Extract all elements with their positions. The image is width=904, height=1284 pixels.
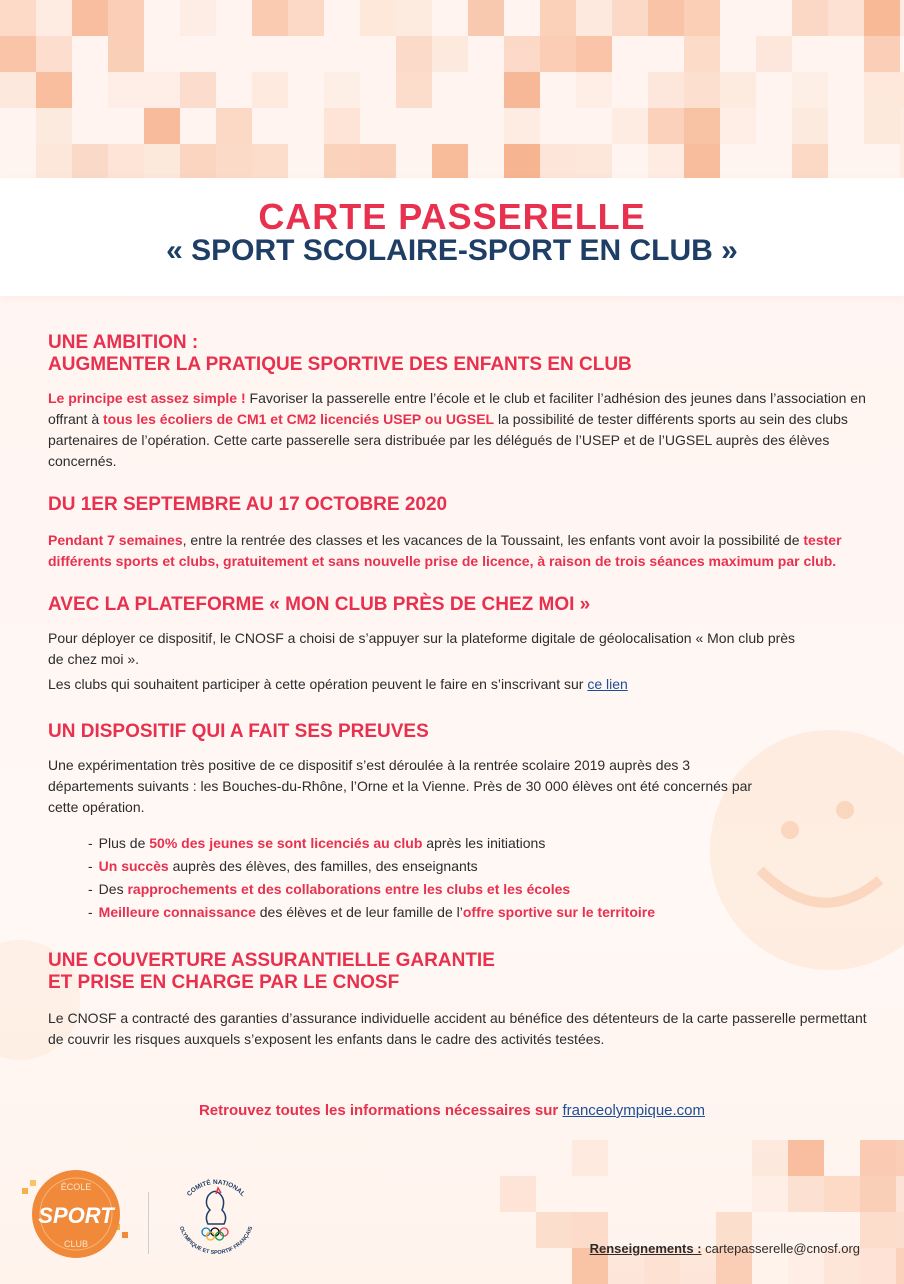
- mosaic-tile: [756, 36, 792, 72]
- mosaic-tile: [576, 0, 612, 36]
- mosaic-tile: [900, 0, 904, 36]
- mosaic-tile: [896, 1212, 904, 1248]
- ambition-paragraph: [48, 388, 868, 472]
- mosaic-tile: [144, 108, 180, 144]
- mosaic-tile: [504, 36, 540, 72]
- mosaic-tile: [72, 0, 108, 36]
- mosaic-tile: [72, 144, 108, 180]
- mosaic-tile: [288, 0, 324, 36]
- ambition-text-1: Favoriser la passerelle entre l’école et le club et faciliter l’adhésion des jeunes dans l’association en offrant à: [48, 390, 866, 427]
- mosaic-tile: [896, 1176, 904, 1212]
- contact-email[interactable]: cartepasserelle@cnosf.org: [701, 1241, 860, 1256]
- dates-lead: Pendant 7 semaines: [48, 532, 183, 548]
- mosaic-tile: [576, 36, 612, 72]
- mosaic-tile: [36, 0, 72, 36]
- cnosf-logo: [168, 1172, 264, 1262]
- mosaic-tile: [324, 108, 360, 144]
- logo-club-text: CLUB: [63, 1239, 89, 1249]
- mosaic-tile: [180, 144, 216, 180]
- ambition-text-2: la possibilité de tester différents sports au sein des clubs partenaires de l’opération. Cette carte passerelle sera distribuée par les délégués de l’USEP et de l’UGSEL auprès des élèves concernés.: [48, 411, 848, 469]
- ambition-heading: [48, 332, 868, 376]
- mosaic-tile: [396, 0, 432, 36]
- mosaic-tile: [576, 144, 612, 180]
- mosaic-tile: [216, 144, 252, 180]
- mosaic-tile: [396, 36, 432, 72]
- mosaic-tile: [36, 72, 72, 108]
- ecole-sport-club-logo: [22, 1166, 132, 1262]
- list-item: - Meilleure connaissance des élèves et de leur famille de l’offre sportive sur le territoire: [88, 904, 656, 920]
- mosaic-tile: [648, 144, 684, 180]
- mosaic-tile: [540, 36, 576, 72]
- insurance-heading: [48, 950, 868, 994]
- mosaic-tile: [860, 1248, 896, 1284]
- mosaic-tile: [612, 0, 648, 36]
- mosaic-tile: [0, 36, 36, 72]
- mosaic-tile: [684, 36, 720, 72]
- contact-label: Renseignements :: [589, 1241, 702, 1256]
- mosaic-tile: [684, 144, 720, 180]
- main-content: [48, 332, 868, 1050]
- mosaic-tile: [860, 1140, 896, 1176]
- platform-paragraph-1: Pour déployer ce dispositif, le CNOSF a choisi de s’appuyer sur la plateforme digitale de géolocalisation « Mon club près de chez moi ».: [48, 630, 796, 667]
- mosaic-tile: [324, 144, 360, 180]
- mosaic-tile: [0, 0, 36, 36]
- insurance-paragraph: Le CNOSF a contracté des garanties d’assurance individuelle accident au bénéfice des détenteurs de la carte passerelle permettant de couvrir les risques auxquels s’exposent les enfants dans le cadre des activités testées.: [48, 1010, 867, 1047]
- cnosf-top-text: COMITÉ NATIONAL: [185, 1178, 247, 1198]
- proof-heading: UN DISPOSITIF QUI A FAIT SES PREUVES: [48, 721, 429, 742]
- ambition-heading-line2: AUGMENTER LA PRATIQUE SPORTIVE DES ENFANTS EN CLUB: [48, 354, 632, 375]
- mosaic-tile: [788, 1140, 824, 1176]
- mosaic-tile: [684, 108, 720, 144]
- main-subtitle: « SPORT SCOLAIRE-SPORT EN CLUB »: [166, 234, 738, 267]
- mosaic-tile: [648, 72, 684, 108]
- mosaic-tile: [180, 0, 216, 36]
- mosaic-tile: [792, 72, 828, 108]
- dates-paragraph: [48, 530, 868, 572]
- mosaic-tile: [252, 72, 288, 108]
- mosaic-tile: [252, 0, 288, 36]
- dates-highlight: tester différents sports et clubs, gratuitement et sans nouvelle prise de licence, à raison de trois séances maximum par club.: [48, 532, 842, 569]
- mosaic-tile: [504, 144, 540, 180]
- footer-info: [0, 1102, 904, 1119]
- mosaic-tile: [684, 72, 720, 108]
- dates-text: , entre la rentrée des classes et les vacances de la Toussaint, les enfants vont avoir la possibilité de: [182, 532, 804, 548]
- mosaic-tile: [540, 0, 576, 36]
- proof-bullet-list: [48, 832, 868, 924]
- mosaic-tile: [144, 144, 180, 180]
- mosaic-tile: [468, 0, 504, 36]
- mosaic-tile: [36, 144, 72, 180]
- mosaic-tile: [900, 108, 904, 144]
- platform-text: Les clubs qui souhaitent participer à cette opération peuvent le faire en s’inscrivant sur: [48, 676, 588, 692]
- mosaic-tile: [824, 1176, 860, 1212]
- contact-info: [590, 1241, 860, 1256]
- mosaic-tile: [648, 108, 684, 144]
- mosaic-tile: [720, 108, 756, 144]
- mosaic-tile: [500, 1176, 536, 1212]
- ambition-lead: Le principe est assez simple !: [48, 390, 246, 406]
- mosaic-tile: [108, 0, 144, 36]
- footer-info-text: Retrouvez toutes les informations nécessaires sur: [198, 1102, 563, 1119]
- mosaic-tile: [144, 72, 180, 108]
- mosaic-tile: [216, 108, 252, 144]
- platform-paragraph-2: [48, 674, 868, 695]
- list-item: - Plus de 50% des jeunes se sont licenciés au club après les initiations: [88, 835, 546, 851]
- mosaic-tile: [792, 144, 828, 180]
- franceolympique-link[interactable]: franceolympique.com: [562, 1102, 706, 1119]
- mosaic-tile: [432, 144, 468, 180]
- cnosf-bottom-text: OLYMPIQUE ET SPORTIF FRANÇAIS: [177, 1225, 255, 1257]
- mosaic-tile: [864, 36, 900, 72]
- mosaic-tile: [648, 0, 684, 36]
- mosaic-tile: [0, 72, 36, 108]
- mosaic-tile: [432, 36, 468, 72]
- dates-heading: DU 1ER SEPTEMBRE AU 17 OCTOBRE 2020: [48, 494, 448, 515]
- logo-ecole-text: ÉCOLE: [60, 1182, 92, 1192]
- mosaic-tile: [360, 0, 396, 36]
- insurance-heading-line2: ET PRISE EN CHARGE PAR LE CNOSF: [48, 972, 400, 993]
- mosaic-tile: [896, 1140, 904, 1176]
- mosaic-tile: [536, 1212, 572, 1248]
- mosaic-tile: [828, 0, 864, 36]
- mosaic-tile: [572, 1140, 608, 1176]
- mosaic-tile: [684, 0, 720, 36]
- logo-divider: [148, 1192, 149, 1254]
- mosaic-tile: [396, 72, 432, 108]
- mosaic-tile: [360, 144, 396, 180]
- mosaic-tile: [612, 108, 648, 144]
- mosaic-tile: [108, 36, 144, 72]
- mosaic-tile: [720, 72, 756, 108]
- mosaic-tile: [864, 0, 900, 36]
- mosaic-tile: [788, 1176, 824, 1212]
- section-dates: [48, 494, 868, 572]
- rooster-icon: [206, 1188, 225, 1224]
- mosaic-tile: [180, 72, 216, 108]
- ambition-heading-line1: UNE AMBITION :: [48, 332, 199, 353]
- mosaic-tile: [576, 72, 612, 108]
- mosaic-tile: [860, 1176, 896, 1212]
- list-item: - Des rapprochements et des collaborations entre les clubs et les écoles: [88, 881, 571, 897]
- mosaic-tile: [900, 72, 904, 108]
- insurance-heading-line1: UNE COUVERTURE ASSURANTIELLE GARANTIE: [48, 950, 495, 971]
- mosaic-tile: [504, 72, 540, 108]
- logo-sport-text: SPORT: [38, 1203, 114, 1228]
- mosaic-tile: [108, 72, 144, 108]
- section-insurance: [48, 950, 868, 1050]
- ambition-highlight: tous les écoliers de CM1 et CM2 licenciés USEP ou UGSEL: [103, 411, 495, 427]
- mosaic-tile: [540, 144, 576, 180]
- section-ambition: [48, 332, 868, 472]
- mosaic-tile: [36, 36, 72, 72]
- mosaic-tile: [792, 0, 828, 36]
- list-item: - Un succès auprès des élèves, des familles, des enseignants: [88, 858, 478, 874]
- section-proof: [48, 721, 868, 924]
- mosaic-tile: [752, 1140, 788, 1176]
- ce-lien-link[interactable]: ce lien: [587, 676, 628, 692]
- mosaic-tile: [36, 108, 72, 144]
- mosaic-tile: [864, 108, 900, 144]
- mosaic-tile: [504, 108, 540, 144]
- mosaic-tile: [252, 144, 288, 180]
- platform-heading: AVEC LA PLATEFORME « MON CLUB PRÈS DE CHEZ MOI »: [48, 594, 591, 615]
- section-platform: [48, 594, 868, 695]
- mosaic-tile: [896, 1248, 904, 1284]
- olympic-rings-icon: [202, 1228, 228, 1240]
- main-title: CARTE PASSERELLE: [258, 196, 646, 237]
- mosaic-tile: [108, 144, 144, 180]
- proof-paragraph: Une expérimentation très positive de ce dispositif s’est déroulée à la rentrée scolaire 2019 auprès des 3 départements suivants : les Bouches-du-Rhône, l’Orne et la Vienne. Près de 30 000 élèves ont été concernés par cette opération.: [48, 757, 753, 815]
- mosaic-tile: [900, 144, 904, 180]
- mosaic-tile: [864, 72, 900, 108]
- mosaic-tile: [324, 72, 360, 108]
- mosaic-tile: [752, 1176, 788, 1212]
- mosaic-tile: [792, 108, 828, 144]
- mosaic-tile: [860, 1212, 896, 1248]
